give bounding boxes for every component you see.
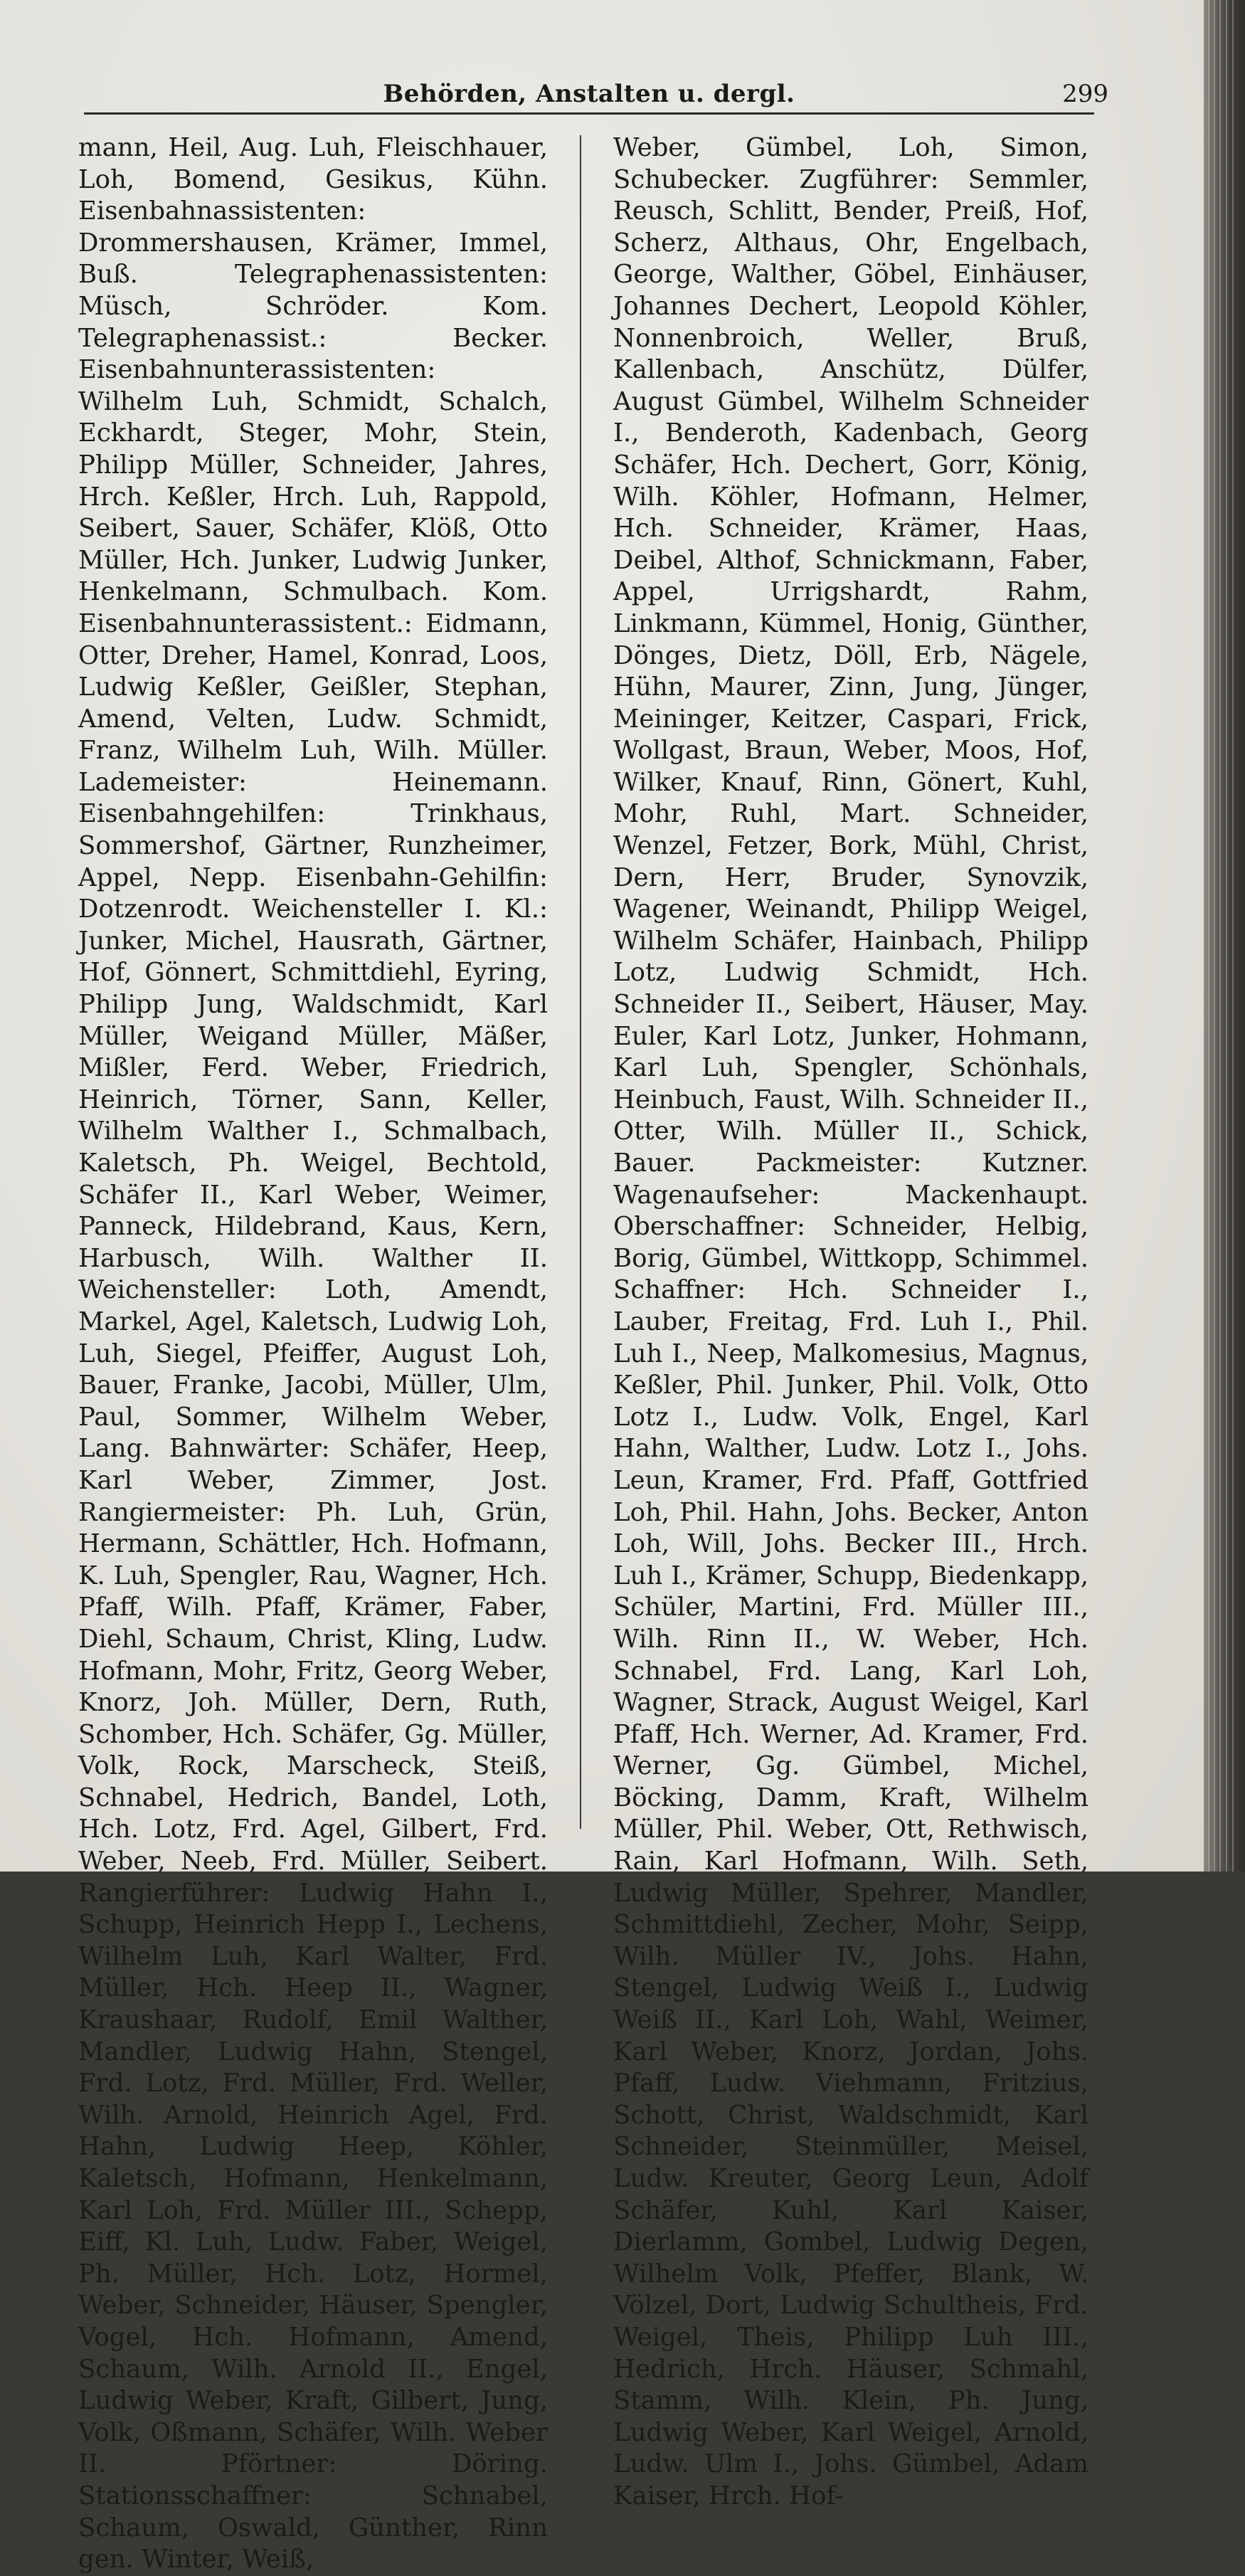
page-number: 299 bbox=[1062, 80, 1108, 108]
text-column-right bbox=[613, 132, 1088, 2513]
column-text-left: mann, Heil, Aug. Luh, Fleischhauer, Loh, Bomend, Gesikus, Kühn. Eisenbahnassistenten: Drommershausen, Krämer, Immel, Buß. Telegraphenassistenten: Müsch, Schröder. Kom. Telegraphenassist.: Becker. Eisenbahnunterassistenten: Wilhelm Luh, Schmidt, Schalch, Eckhardt, Steger, Mohr, Stein, Philipp Müller, Schneider, Jahres, Hrch. Keßler, Hrch. Luh, Rappold, Seibert, Sauer, Schäfer, Klöß, Otto Müller, Hch. Junker, Ludwig Junker, Henkelmann, Schmulbach. Kom. Eisenbahnunterassistent.: Eidmann, Otter, Dreher, Hamel, Konrad, Loos, Ludwig Keßler, Geißler, Stephan, Amend, Velten, Ludw. Schmidt, Franz, Wilhelm Luh, Wilh. Müller. Lademeister: Heinemann. Eisenbahngehilfen: Trinkhaus, Sommershof, Gärtner, Runzheimer, Appel, Nepp. Eisenbahn-Gehilfin: Dotzenrodt. Weichensteller I. Kl.: Junker, Michel, Hausrath, Gärtner, Hof, Gönnert, Schmittdiehl, Eyring, Philipp Jung, Waldschmidt, Karl Müller, Weigand Müller, Mäßer, Mißler, Ferd. Weber, Friedrich, Heinrich, Törner, Sann, Keller, Wilhelm Walther I., Schmalbach, Kaletsch, Ph. Weigel, Bechtold, Schäfer II., Karl Weber, Weimer, Panneck, Hildebrand, Kaus, Kern, Harbusch, Wilh. Walther II. Weichensteller: Loth, Amendt, Markel, Agel, Kaletsch, Ludwig Loh, Luh, Siegel, Pfeiffer, August Loh, Bauer, Franke, Jacobi, Müller, Ulm, Paul, Sommer, Wilhelm Weber, Lang. Bahnwärter: Schäfer, Heep, Karl Weber, Zimmer, Jost. Rangiermeister: Ph. Luh, Grün, Hermann, Schättler, Hch. Hofmann, K. Luh, Spengler, Rau, Wagner, Hch. Pfaff, Wilh. Pfaff, Krämer, Faber, Diehl, Schaum, Christ, Kling, Ludw. Hofmann, Mohr, Fritz, Georg Weber, Knorz, Joh. Müller, Dern, Ruth, Schomber, Hch. Schäfer, Gg. Müller, Volk, Rock, Marscheck, Steiß, Schnabel, Hedrich, Bandel, Loth, Hch. Lotz, Frd. Agel, Gilbert, Frd. Weber, Neeb, Frd. Müller, Seibert. Rangierführer: Ludwig Hahn I., Schupp, Heinrich Hepp I., Lechens, Wilhelm Luh, Karl Walter, Frd. Müller, Hch. Heep II., Wagner, Kraushaar, Rudolf, Emil Walther, Mandler, Ludwig Hahn, Stengel, Frd. Lotz, Frd. Müller, Frd. Weller, Wilh. Arnold, Heinrich Agel, Frd. Hahn, Ludwig Heep, Köhler, Kaletsch, Hofmann, Henkelmann, Karl Loh, Frd. Müller III., Schepp, Eiff, Kl. Luh, Ludw. Faber, Weigel, Ph. Müller, Hch. Lotz, Hormel, Weber, Schneider, Häuser, Spengler, Vogel, Hch. Hofmann, Amend, Schaum, Wilh. Arnold II., Engel, Ludwig Weber, Kraft, Gilbert, Jung, Volk, Oßmann, Schäfer, Wilh. Weber II. Pförtner: Döring. Stationsschaffner: Schnabel, Schaum, Oswald, Günther, Rinn gen. Winter, Weiß, bbox=[78, 133, 548, 2575]
column-text-right: Weber, Gümbel, Loh, Simon, Schubecker. Zugführer: Semmler, Reusch, Schlitt, Bender, Preiß, Hof, Scherz, Althaus, Ohr, Engelbach, George, Walther, Göbel, Einhäuser, Johannes Dechert, Leopold Köhler, Nonnenbroich, Weller, Bruß, Kallenbach, Anschütz, Dülfer, August Gümbel, Wilhelm Schneider I., Benderoth, Kadenbach, Georg Schäfer, Hch. Dechert, Gorr, König, Wilh. Köhler, Hofmann, Helmer, Hch. Schneider, Krämer, Haas, Deibel, Althof, Schnickmann, Faber, Appel, Urrigshardt, Rahm, Linkmann, Kümmel, Honig, Günther, Dönges, Dietz, Döll, Erb, Nägele, Hühn, Maurer, Zinn, Jung, Jünger, Meininger, Keitzer, Caspari, Frick, Wollgast, Braun, Weber, Moos, Hof, Wilker, Knauf, Rinn, Gönert, Kuhl, Mohr, Ruhl, Mart. Schneider, Wenzel, Fetzer, Bork, Mühl, Christ, Dern, Herr, Bruder, Synovzik, Wagener, Weinandt, Philipp Weigel, Wilhelm Schäfer, Hainbach, Philipp Lotz, Ludwig Schmidt, Hch. Schneider II., Seibert, Häuser, May. Euler, Karl Lotz, Junker, Hohmann, Karl Luh, Spengler, Schönhals, Heinbuch, Faust, Wilh. Schneider II., Otter, Wilh. Müller II., Schick, Bauer. Packmeister: Kutzner. Wagenaufseher: Mackenhaupt. Oberschaffner: Schneider, Helbig, Borig, Gümbel, Wittkopp, Schimmel. Schaffner: Hch. Schneider I., Lauber, Freitag, Frd. Luh I., Phil. Luh I., Neep, Malkomesius, Magnus, Keßler, Phil. Junker, Phil. Volk, Otto Lotz I., Ludw. Volk, Engel, Karl Hahn, Walther, Ludw. Lotz I., Johs. Leun, Kramer, Frd. Pfaff, Gottfried Loh, Phil. Hahn, Johs. Becker, Anton Loh, Will, Johs. Becker III., Hrch. Luh I., Krämer, Schupp, Biedenkapp, Schüler, Martini, Frd. Müller III., Wilh. Rinn II., W. Weber, Hch. Schnabel, Frd. Lang, Karl Loh, Wagner, Strack, August Weigel, Karl Pfaff, Hch. Werner, Ad. Kramer, Frd. Werner, Gg. Gümbel, Michel, Böcking, Damm, Kraft, Wilhelm Müller, Phil. Weber, Ott, Rethwisch, Rain, Karl Hofmann, Wilh. Seth, Ludwig Müller, Spehrer, Mandler, Schmittdiehl, Zecher, Mohr, Seipp, Wilh. Müller IV., Johs. Hahn, Stengel, Ludwig Weiß I., Ludwig Weiß II., Karl Loh, Wahl, Weimer, Karl Weber, Knorz, Jordan, Johs. Pfaff, Ludw. Viehmann, Fritzius, Schott, Christ, Waldschmidt, Karl Schneider, Steinmüller, Meisel, Ludw. Kreuter, Georg Leun, Adolf Schäfer, Kuhl, Karl Kaiser, Dierlamm, Gombel, Ludwig Degen, Wilhelm Volk, Pfeffer, Blank, W. Völzel, Dort, Ludwig Schultheis, Frd. Weigel, Theis, Philipp Luh III., Hedrich, Hrch. Häuser, Schmahl, Stamm, Wilh. Klein, Ph. Jung, Ludwig Weber, Karl Weigel, Arnold, Ludw. Ulm I., Johs. Gümbel, Adam Kaiser, Hrch. Hof- bbox=[613, 133, 1088, 2511]
column-divider bbox=[580, 135, 581, 1829]
book-page-edges bbox=[1204, 0, 1245, 1872]
text-column-left bbox=[78, 132, 548, 2576]
header-rule bbox=[84, 112, 1094, 115]
page-header bbox=[84, 80, 1108, 117]
running-head: Behörden, Anstalten u. dergl. bbox=[383, 80, 795, 108]
